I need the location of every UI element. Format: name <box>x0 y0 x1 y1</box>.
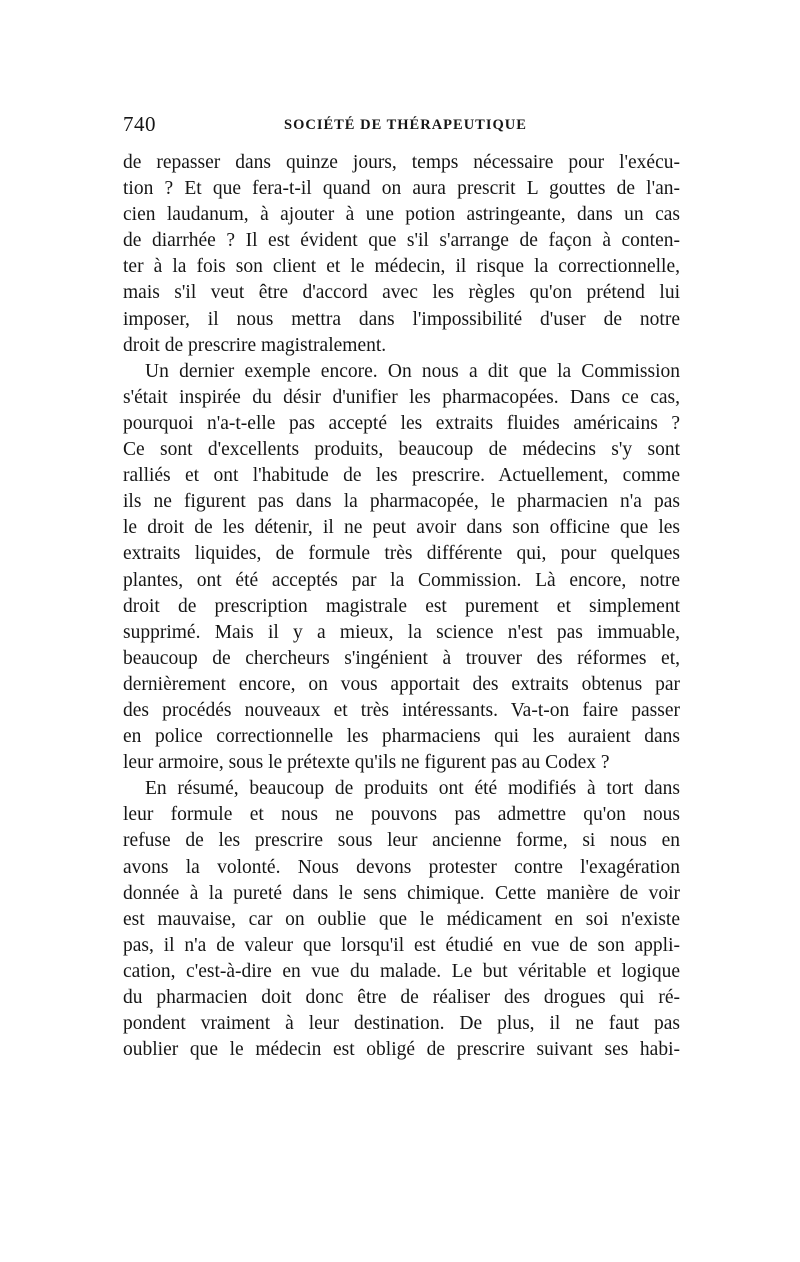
text-line: oublier que le médecin est obligé de prescrire suivant ses habi- <box>123 1039 680 1061</box>
text-line: dernièrement encore, on vous apportait des extraits obtenus par <box>123 673 680 695</box>
text-line: pondent vraiment à leur destination. De plus, il ne faut pas <box>123 1013 680 1035</box>
text-line: en police correctionnelle les pharmaciens qui les auraient dans <box>123 726 680 748</box>
text-line: leur armoire, sous le prétexte qu'ils ne figurent pas au Codex ? <box>123 752 610 774</box>
text-line: cation, c'est-à-dire en vue du malade. Le but véritable et logique <box>123 960 680 982</box>
text-line: avons la volonté. Nous devons protester contre l'exagération <box>123 856 680 878</box>
text-line: s'était inspirée du désir d'unifier les pharmacopées. Dans ce cas, <box>123 386 680 408</box>
text-line: de repasser dans quinze jours, temps nécessaire pour l'exécu- <box>123 152 680 173</box>
text-line: tion ? Et que fera-t-il quand on aura prescrit L gouttes de l'an- <box>123 178 680 200</box>
text-line: Un dernier exemple encore. On nous a dit que la Commission <box>145 360 680 382</box>
text-line: donnée à la pureté dans le sens chimique. Cette manière de voir <box>123 882 680 904</box>
text-line: imposer, il nous mettra dans l'impossibilité d'user de notre <box>123 308 680 330</box>
page-number: 740 <box>123 112 156 136</box>
text-line: droit de prescrire magistralement. <box>123 334 387 356</box>
text-line: leur formule et nous ne pouvons pas admettre qu'on nous <box>123 804 680 826</box>
text-line: est mauvaise, car on oublie que le médicament en soi n'existe <box>123 908 680 930</box>
text-line: En résumé, beaucoup de produits ont été modifiés à tort dans <box>145 778 680 800</box>
text-line: du pharmacien doit donc être de réaliser des drogues qui ré- <box>123 987 680 1008</box>
text-line: extraits liquides, de formule très différente qui, pour quelques <box>123 543 680 565</box>
text-line: mais s'il veut être d'accord avec les règles qu'on prétend lui <box>123 282 680 304</box>
text-line: plantes, ont été acceptés par la Commission. Là encore, notre <box>123 569 680 591</box>
text-line: ralliés et ont l'habitude de les prescrire. Actuellement, comme <box>123 465 680 487</box>
text-line: refuse de les prescrire sous leur ancienne forme, si nous en <box>123 830 680 852</box>
text-line: de diarrhée ? Il est évident que s'il s'arrange de façon à conten- <box>123 230 680 252</box>
body-text <box>123 150 680 1063</box>
text-line: pas, il n'a de valeur que lorsqu'il est étudié en vue de son appli- <box>123 934 680 956</box>
text-line: pourquoi n'a-t-elle pas accepté les extraits fluides américains ? <box>123 412 680 434</box>
text-line: cien laudanum, à ajouter à une potion astringeante, dans un cas <box>123 204 680 226</box>
text-line: supprimé. Mais il y a mieux, la science n'est pas immuable, <box>123 621 680 643</box>
text-line: droit de prescription magistrale est purement et simplement <box>123 595 680 617</box>
text-line: des procédés nouveaux et très intéressants. Va-t-on faire passer <box>123 699 680 721</box>
running-head <box>123 112 678 140</box>
running-title: SOCIÉTÉ DE THÉRAPEUTIQUE <box>284 117 527 133</box>
text-line: beaucoup de chercheurs s'ingénient à trouver des réformes et, <box>123 647 680 669</box>
text-line: Ce sont d'excellents produits, beaucoup de médecins s'y sont <box>123 439 680 461</box>
text-line: ils ne figurent pas dans la pharmacopée, le pharmacien n'a pas <box>123 491 680 513</box>
text-line: le droit de les détenir, il ne peut avoir dans son officine que les <box>123 517 680 539</box>
text-line: ter à la fois son client et le médecin, il risque la correctionnelle, <box>123 256 680 278</box>
